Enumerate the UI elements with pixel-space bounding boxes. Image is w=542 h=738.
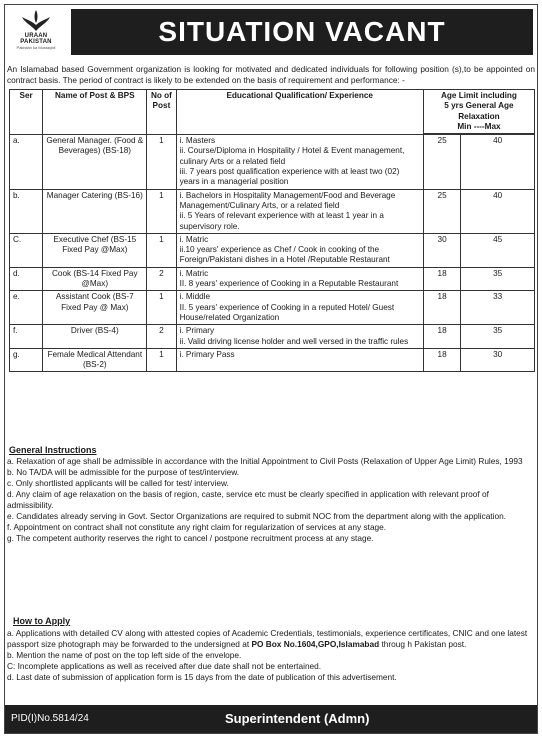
instruction-item: g. The competent authority reserves the right to cancel / postpone recruitment process at any stage. bbox=[7, 533, 374, 543]
bird-emblem-icon bbox=[21, 9, 51, 33]
table-row bbox=[10, 189, 535, 233]
cell-ser: a. bbox=[10, 135, 43, 189]
po-box-address: PO Box No.1604,GPO,Islamabad bbox=[251, 639, 380, 649]
qualification-line: i. Matric bbox=[179, 234, 209, 244]
cell-post-name: Driver (BS-4) bbox=[43, 325, 147, 349]
table-row bbox=[10, 135, 535, 189]
qualification-line: iii. 7 years post qualification experience with at least two (02) years in a managerial position bbox=[179, 167, 400, 187]
header bbox=[5, 5, 537, 63]
cell-qualification bbox=[176, 291, 423, 325]
col-header-no: No of Post bbox=[147, 90, 176, 135]
qualification-line: i. Primary Pass bbox=[179, 349, 235, 359]
age-header-line3: Relaxation bbox=[458, 111, 500, 121]
cell-age-min: 18 bbox=[423, 267, 460, 291]
cell-ser: f. bbox=[10, 325, 43, 349]
cell-qualification bbox=[176, 135, 423, 189]
table-row bbox=[10, 291, 535, 325]
cell-age-max: 33 bbox=[461, 291, 535, 325]
cell-age-min: 30 bbox=[423, 233, 460, 267]
cell-no-of-posts: 1 bbox=[147, 233, 176, 267]
cell-no-of-posts: 1 bbox=[147, 189, 176, 233]
signature-title: Superintendent (Admn) bbox=[225, 711, 370, 726]
cell-age-min: 18 bbox=[423, 348, 460, 372]
age-header-line4: Min ----Max bbox=[457, 121, 501, 131]
qualification-line: i. Bachelors in Hospitality Management/Food and Beverage Management/Culinary Arts, or a related field bbox=[179, 190, 396, 210]
apply-item: d. Last date of submission of application form is 15 days from the date of publication of this advertisement. bbox=[7, 672, 397, 682]
instruction-item: a. Relaxation of age shall be admissible in accordance with the Initial Appointment to Civil Posts (Relaxation of Upper Age Limit) Rules, 1993 bbox=[7, 456, 523, 466]
table-row bbox=[10, 325, 535, 349]
qualification-line: II. 5 years' experience of Cooking in a reputed Hotel/ Guest House/related Organization bbox=[179, 302, 395, 322]
cell-ser: g. bbox=[10, 348, 43, 372]
cell-no-of-posts: 1 bbox=[147, 348, 176, 372]
qualification-line: i. Matric bbox=[179, 268, 209, 278]
cell-no-of-posts: 1 bbox=[147, 135, 176, 189]
age-header-line1: Age Limit including bbox=[440, 91, 517, 100]
qualification-line: ii. 5 Years of relevant experience with at least 1 year in a supervisory role. bbox=[179, 211, 384, 231]
general-instructions-list bbox=[7, 456, 535, 544]
logo-name: URAAN PAKISTAN bbox=[20, 33, 52, 45]
intro-paragraph: An Islamabad based Government organization is looking for motivated and dedicated individuals for following position (s),to be appointed on contract basis. The period of contract is likely to be extended on the basis of requirement and performance: - bbox=[7, 64, 535, 85]
table-row bbox=[10, 348, 535, 372]
cell-age-max: 35 bbox=[461, 267, 535, 291]
qualification-line: ii. Course/Diploma in Hospitality / Hotel & Event management, culinary Arts or a related field bbox=[179, 146, 405, 166]
instruction-item: b. No TA/DA will be admissible for the purpose of test/interview. bbox=[7, 467, 240, 477]
cell-age-max: 45 bbox=[461, 233, 535, 267]
apply-item: a. Applications with detailed CV along with attested copies of Academic Credentials, testimonials, experience certificates, CNIC and one latest passport size photograph may be forwarded to the undersigned at PO Box No.1604,GPO,Islamabad throug h Pakistan post. bbox=[7, 628, 528, 649]
how-to-apply-list bbox=[7, 628, 535, 683]
cell-age-min: 18 bbox=[423, 291, 460, 325]
cell-ser: d. bbox=[10, 267, 43, 291]
cell-age-max: 30 bbox=[461, 348, 535, 372]
cell-age-min: 25 bbox=[423, 135, 460, 189]
qualification-line: i. Middle bbox=[179, 292, 211, 302]
cell-post-name: Female Medical Attendant (BS-2) bbox=[43, 348, 147, 372]
instruction-item: d. Any claim of age relaxation on the basis of region, caste, service etc must be clearly specified in application with relevant proof of admissibility. bbox=[7, 489, 489, 510]
apply-item: b. Mention the name of post on the top left side of the envelope. bbox=[7, 650, 242, 660]
instruction-item: e. Candidates already serving in Govt. Sector Organizations are required to submit NOC from the department along with the application. bbox=[7, 511, 506, 521]
footer-bar bbox=[5, 705, 537, 733]
cell-no-of-posts: 1 bbox=[147, 291, 176, 325]
age-header-line2: 5 yrs General Age bbox=[444, 101, 514, 111]
qualification-line: i. Masters bbox=[179, 136, 216, 146]
cell-no-of-posts: 2 bbox=[147, 267, 176, 291]
cell-post-name: Executive Chef (BS-15 Fixed Pay @Max) bbox=[43, 233, 147, 267]
cell-post-name: Assistant Cook (BS-7 Fixed Pay @ Max) bbox=[43, 291, 147, 325]
cell-age-max: 40 bbox=[461, 135, 535, 189]
uraan-pakistan-logo bbox=[11, 9, 61, 59]
how-to-apply-title: How to Apply bbox=[13, 616, 71, 626]
cell-age-min: 25 bbox=[423, 189, 460, 233]
cell-qualification bbox=[176, 267, 423, 291]
pid-number: PID(I)No.5814/24 bbox=[11, 713, 89, 724]
col-header-name: Name of Post & BPS bbox=[43, 90, 147, 135]
instruction-item: f. Appointment on contract shall not constitute any right claim for regularization of services at any stage. bbox=[7, 522, 387, 532]
cell-qualification bbox=[176, 348, 423, 372]
cell-age-max: 40 bbox=[461, 189, 535, 233]
advertisement-page bbox=[4, 4, 538, 734]
col-header-age-limit bbox=[423, 90, 534, 134]
cell-ser: C. bbox=[10, 233, 43, 267]
cell-qualification bbox=[176, 233, 423, 267]
page-title: SITUATION VACANT bbox=[71, 9, 533, 55]
cell-post-name: Cook (BS-14 Fixed Pay @Max) bbox=[43, 267, 147, 291]
cell-no-of-posts: 2 bbox=[147, 325, 176, 349]
cell-qualification bbox=[176, 189, 423, 233]
table-row bbox=[10, 267, 535, 291]
cell-ser: e. bbox=[10, 291, 43, 325]
qualification-line: ii.10 years' experience as Chef / Cook in cooking of the Foreign/Pakistani dishes in a Hotel /Reputable Restaurant bbox=[179, 245, 390, 265]
table-row bbox=[10, 233, 535, 267]
qualification-line: ii. Valid driving license holder and well versed in the traffic rules bbox=[179, 336, 409, 346]
cell-age-max: 35 bbox=[461, 325, 535, 349]
col-header-qualification: Educational Qualification/ Experience bbox=[176, 90, 423, 135]
cell-post-name: General Manager. (Food & Beverages) (BS-18) bbox=[43, 135, 147, 189]
instruction-item: c. Only shortlisted applicants will be called for test/ interview. bbox=[7, 478, 229, 488]
qualification-line: i. Primary bbox=[179, 326, 215, 336]
cell-post-name: Manager Catering (BS-16) bbox=[43, 189, 147, 233]
col-header-ser: Ser bbox=[10, 90, 43, 135]
cell-qualification bbox=[176, 325, 423, 349]
qualification-line: II. 8 years' experience of Cooking in a Reputable Restaurant bbox=[179, 279, 399, 289]
positions-table bbox=[9, 89, 535, 372]
general-instructions-title: General Instructions bbox=[9, 445, 97, 455]
table-header-row bbox=[10, 90, 535, 134]
cell-ser: b. bbox=[10, 189, 43, 233]
apply-item: C: Incomplete applications as well as received after due date shall not be entertained. bbox=[7, 661, 322, 671]
logo-tagline: Pakistan ka Mustaqbil bbox=[16, 45, 56, 50]
cell-age-min: 18 bbox=[423, 325, 460, 349]
